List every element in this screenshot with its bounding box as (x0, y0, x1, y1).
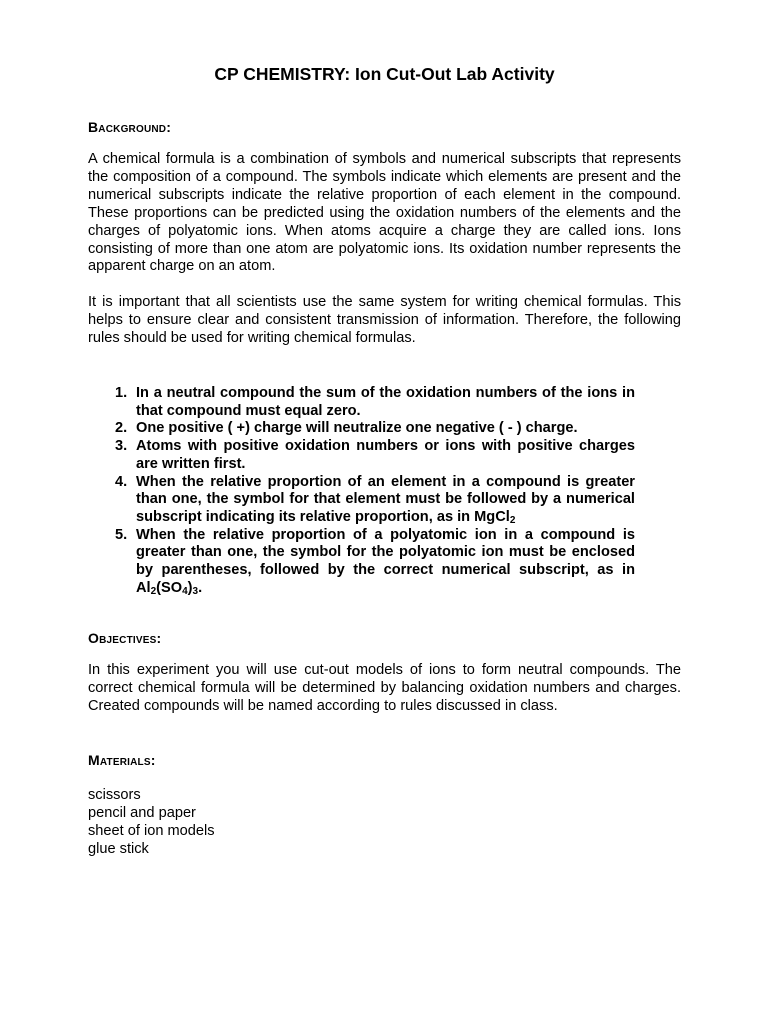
background-paragraph-2: It is important that all scientists use the same system for writing chemical formulas. This helps to ensure clear and consistent transmission of information. Therefore, the following rules should be used for writing chemical formulas. (88, 294, 681, 346)
formula-part: (SO (156, 579, 183, 596)
objectives-paragraph: In this experiment you will use cut-out models of ions to form neutral compounds. The correct chemical formula will be determined by balancing oxidation numbers and charges. Created compounds will be named according to rules discussed in class. (88, 662, 681, 714)
background-heading: Background: (88, 119, 172, 135)
rule-number: 3. (115, 438, 128, 455)
rule-number: 1. (115, 385, 128, 401)
rule-text: One positive ( +) charge will neutralize one negative ( - ) charge. (136, 420, 578, 437)
rule-item (88, 438, 635, 473)
rule-number: 2. (115, 420, 128, 437)
rule-text: In a neutral compound the sum of the oxidation numbers of the ions in that compound must equal zero. (136, 385, 635, 419)
materials-heading: Materials: (88, 752, 156, 768)
rule-number: 4. (115, 473, 128, 490)
rule-item (88, 420, 635, 438)
rule-text: When the relative proportion of an element in a compound is greater than one, the symbol for that element must be followed by a numerical subscript indicating its relative proportion, as in MgCl (136, 473, 635, 525)
rule-text: Atoms with positive oxidation numbers or ions with positive charges are written first. (136, 438, 635, 472)
rule-item (88, 385, 635, 420)
subscript: 2 (509, 514, 516, 526)
subscript: 4 (182, 585, 188, 597)
objectives-heading: Objectives: (88, 630, 162, 646)
material-item: scissors (88, 787, 141, 803)
document-title: CP CHEMISTRY: Ion Cut-Out Lab Activity (214, 64, 555, 84)
rule-number: 5. (115, 526, 128, 543)
rules-list (88, 385, 635, 597)
formula-part: ) (187, 579, 193, 596)
material-item: sheet of ion models (88, 823, 215, 839)
material-item: glue stick (88, 841, 149, 857)
formula-part: . (198, 579, 203, 596)
rule-item (88, 474, 635, 527)
rule-item (88, 527, 635, 598)
background-paragraph-1: A chemical formula is a combination of symbols and numerical subscripts that represents the composition of a compound. The symbols indicate which elements are present and the numerical subscripts indicate the relative proportion of each element in the compound. These proportions can be predicted using the oxidation numbers of the elements and the charges of polyatomic ions. When atoms acquire a charge they are called ions. Ions consisting of more than one atom are polyatomic ions. Its oxidation number represents the apparent charge on an atom. (88, 151, 681, 275)
subscript: 2 (150, 585, 157, 597)
subscript: 3 (192, 585, 199, 597)
rule-text: When the relative proportion of a polyatomic ion in a compound is greater than one, the symbol for the polyatomic ion must be enclosed by parentheses, followed by the correct numerical subscript, as in Al (136, 526, 635, 596)
material-item: pencil and paper (88, 805, 196, 821)
